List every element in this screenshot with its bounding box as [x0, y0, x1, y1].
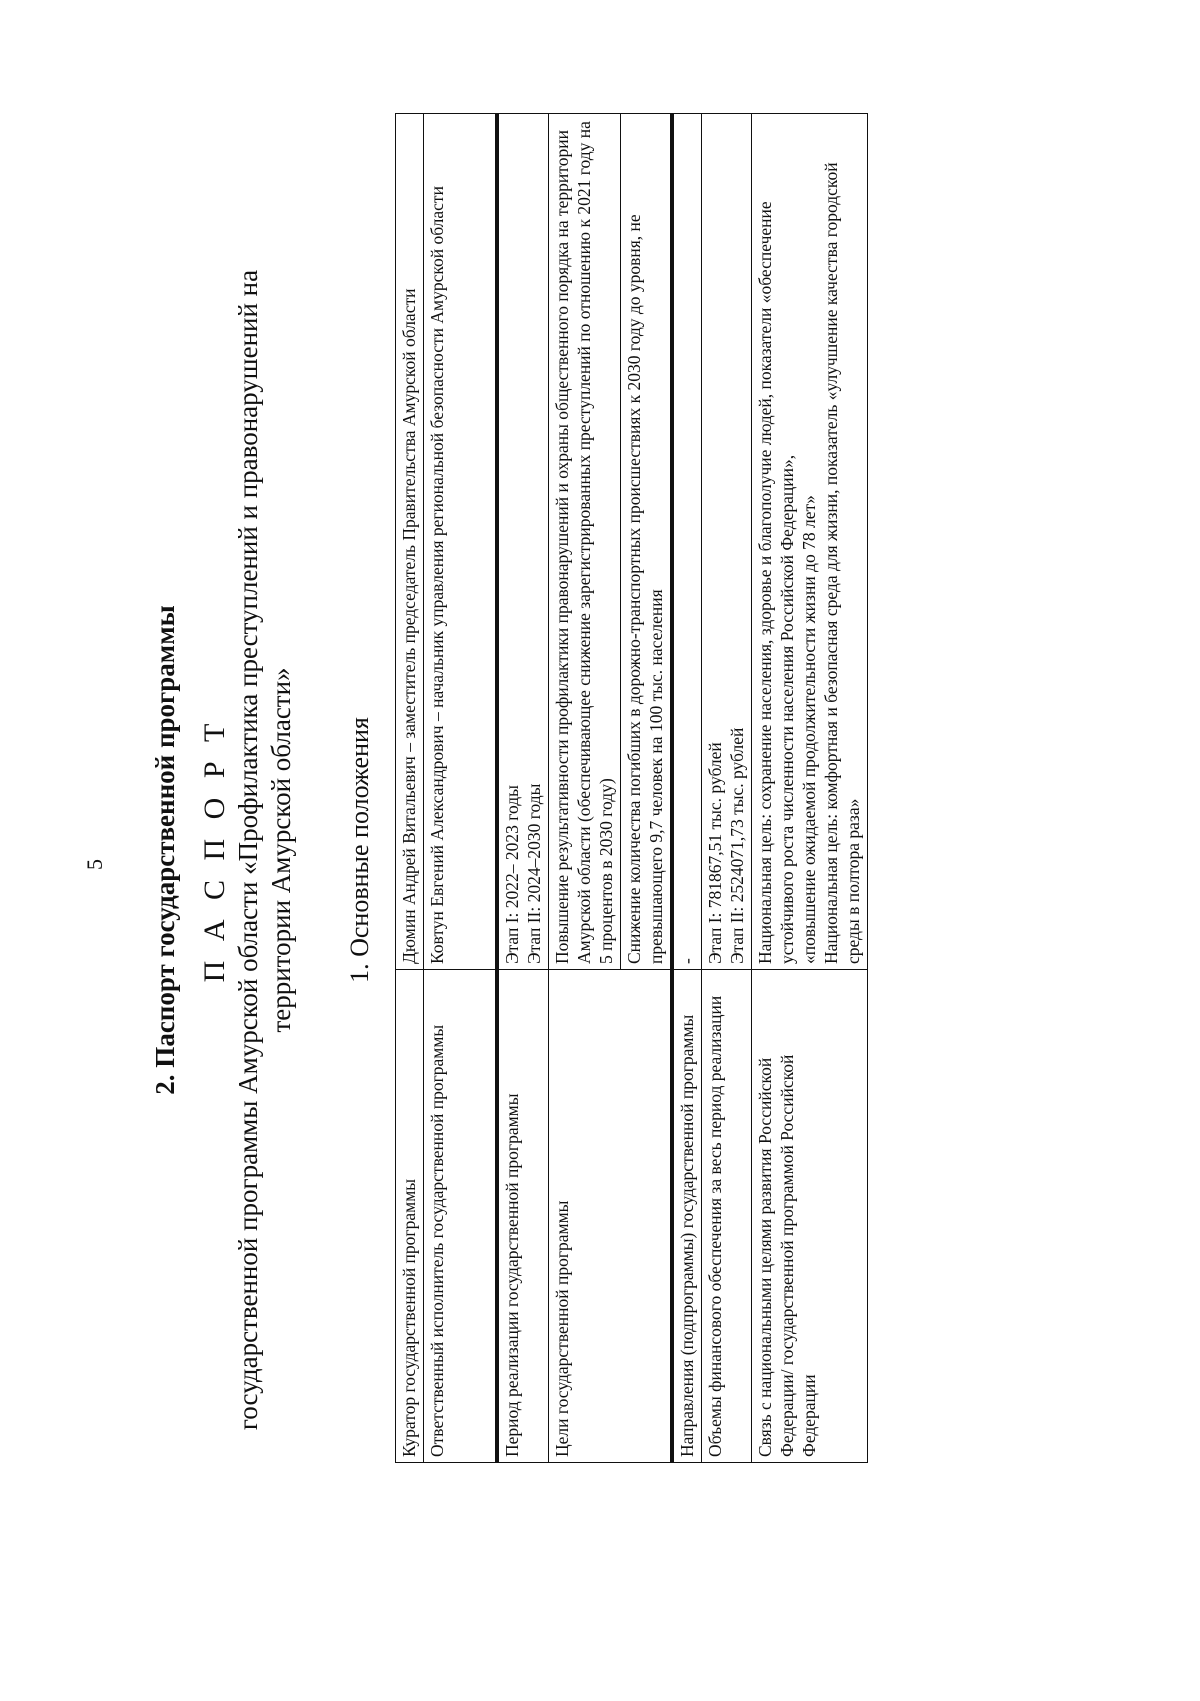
national-goals-label: Связь с национальными целями развития Российской Федерации/ государственной программой Российской Федерации [752, 970, 868, 1463]
executor-label: Ответственный исполнитель государственной программы [424, 970, 498, 1463]
table-row-funding [702, 114, 752, 1463]
executor-value [424, 114, 498, 970]
table-row-curator [396, 114, 424, 1463]
period-label: Период реализации государственной программы [497, 970, 549, 1463]
curator-value [396, 114, 424, 970]
passport-table [395, 113, 868, 1463]
goal-1-text: Повышение результативности профилактики правонарушений и охраны общественного порядка на территории Амурской области (обеспечивающее снижение зарегистрированных преступлений по отношению к 2021 году на 5 процентов в 2030 году) [552, 121, 616, 964]
section-title: 2. Паспорт государственной программы [150, 605, 180, 1095]
period-value [497, 114, 549, 970]
funding-stage-2: Этап II: 2524071,73 тыс. рублей [727, 727, 747, 964]
goals-value-2 [621, 114, 673, 970]
national-goal-2: Национальная цель: комфортная и безопасная среда для жизни, показатель «улучшение качества городской среды в полтора раза» [821, 162, 863, 964]
curator-text: Дюмин Андрей Витальевич – заместитель председатель Правительства Амурской области [399, 288, 419, 964]
table-row-national-goals [752, 114, 868, 1463]
national-goal-1: Национальная цель: сохранение населения, здоровье и благополучие людей, показатели «обеспечение устойчивого роста численности населения Российской Федерации», [755, 201, 797, 964]
period-stage-2: Этап II: 2024–2030 годы [524, 783, 544, 964]
table-row-period [497, 114, 549, 1463]
directions-text: - [677, 958, 697, 964]
directions-value [672, 114, 702, 970]
goal-2-text: Снижение количества погибших в дорожно-транспортных происшествиях к 2030 году до уровня, не превышающего 9,7 человек на 100 тыс. населения [624, 214, 666, 964]
program-subtitle: государственной программы Амурской области «Профилактика преступлений и правонарушений на территории Амурской области» [233, 269, 296, 1431]
executor-text: Ковтун Евгений Александрович – начальник управления региональной безопасности Амурской области [427, 186, 447, 964]
goals-value-1 [549, 114, 621, 970]
subsection-title: 1. Основные положения [345, 717, 374, 983]
table-row-goals [549, 114, 621, 1463]
national-goals-value [752, 114, 868, 970]
table-row-directions [672, 114, 702, 1463]
page-number: 5 [82, 859, 107, 870]
passport-title: П А С П О Р Т [198, 717, 231, 983]
period-stage-1: Этап I: 2022– 2023 годы [502, 785, 522, 964]
funding-label: Объемы финансового обеспечения за весь период реализации [702, 970, 752, 1463]
curator-label: Куратор государственной программы [396, 970, 424, 1463]
national-goal-indicator: «повышение ожидаемой продолжительности жизни до 78 лет» [799, 495, 819, 964]
goals-label: Цели государственной программы [549, 970, 673, 1463]
directions-label: Направления (подпрограммы) государственной программы [672, 970, 702, 1463]
funding-stage-1: Этап I: 781867,51 тыс. рублей [705, 742, 725, 964]
funding-value [702, 114, 752, 970]
table-row-executor [424, 114, 498, 1463]
